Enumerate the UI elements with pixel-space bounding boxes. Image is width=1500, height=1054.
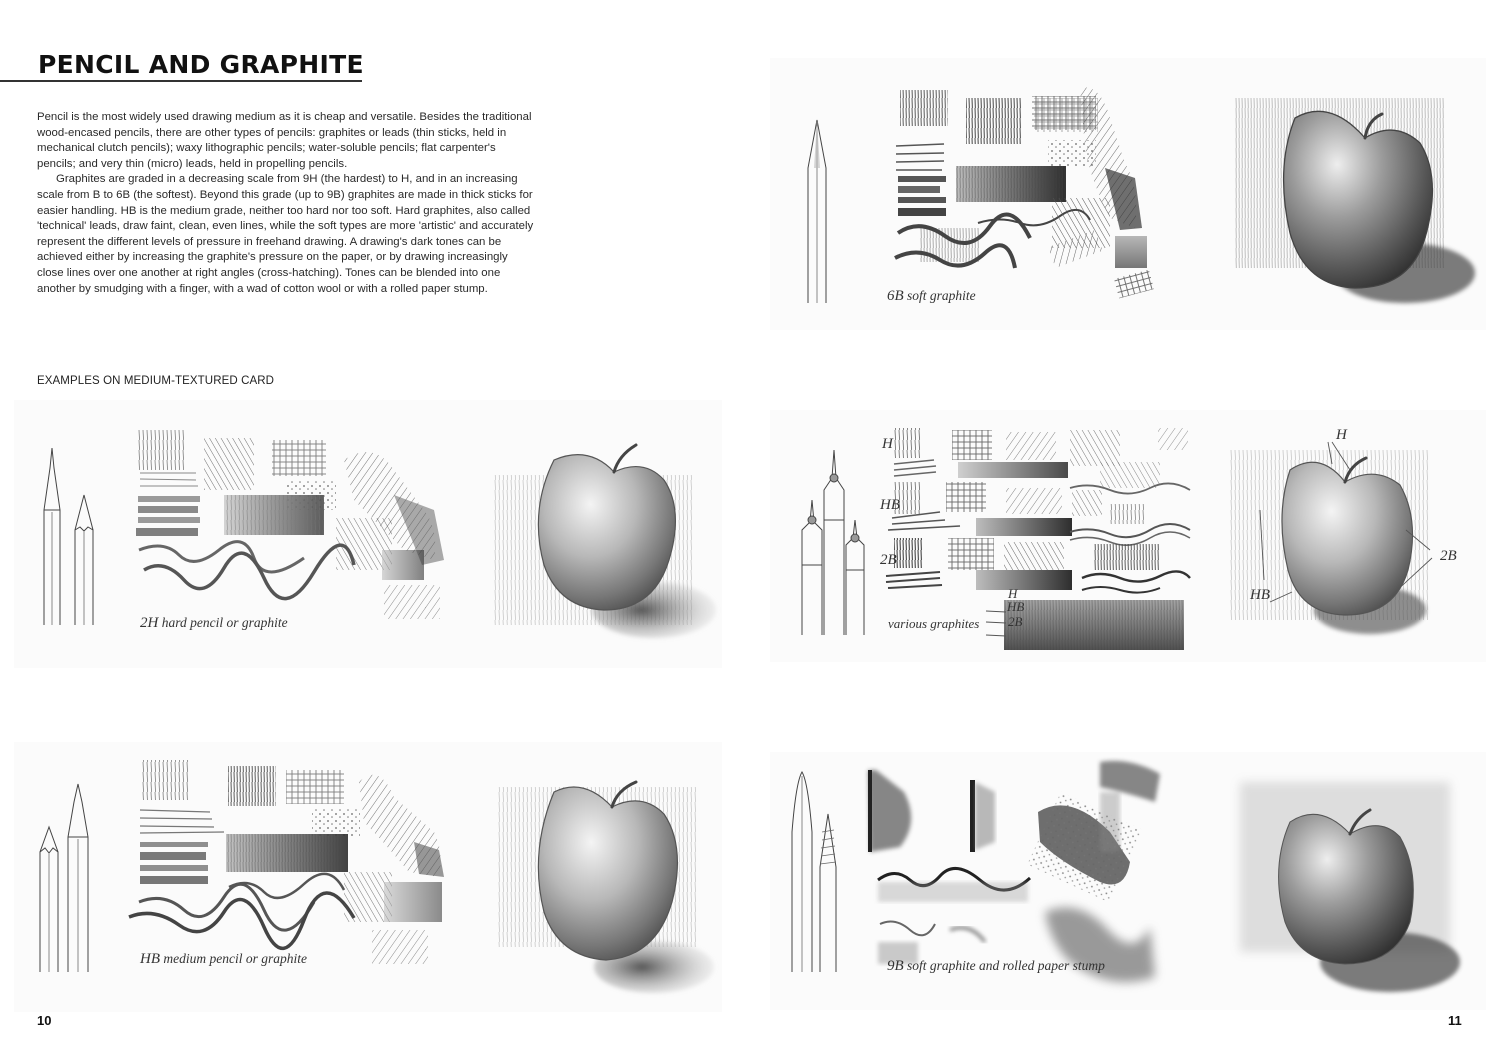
- pencil-icon: [792, 772, 836, 972]
- gradient-label-hb: HB: [1007, 599, 1025, 614]
- page-number-left: 10: [37, 1013, 52, 1028]
- title-underline: [0, 80, 362, 82]
- row-label-2b: 2B: [880, 552, 897, 568]
- apple-drawing: [492, 445, 716, 638]
- example-panel-2h: [14, 400, 722, 668]
- example-panel-6b: [770, 58, 1486, 330]
- caption-various: various graphites: [888, 616, 980, 631]
- intro-paragraph-1: Pencil is the most widely used drawing medium as it is cheap and versatile. Besides the traditional wood-encased pencils, there are other types of pencils: graphites or leads (thin sticks, held in mechanical clutch pencils); waxy lithographic pencils; water-soluble pencils; flat carpenter's pencils; and very thin (micro) leads, held in propelling pencils.: [37, 111, 532, 170]
- example-panel-9b: [770, 752, 1486, 1010]
- page-number-right: 11: [1448, 1013, 1462, 1028]
- caption-9b: 9B soft graphite and rolled paper stump: [887, 958, 1105, 974]
- gradient-label-h: H: [1008, 586, 1018, 601]
- row-label-hb: HB: [880, 497, 900, 513]
- apple-label-hb: HB: [1250, 587, 1270, 603]
- example-illustration-hb: [14, 742, 722, 1012]
- example-illustration-9b: [770, 752, 1486, 1010]
- pencil-icon: [802, 450, 864, 635]
- example-panel-various: [770, 410, 1486, 662]
- pencil-icon: [40, 784, 88, 972]
- example-illustration-6b: [770, 58, 1486, 330]
- page-title: PENCIL AND GRAPHITE: [38, 50, 364, 79]
- caption-2h: 2H hard pencil or graphite: [140, 615, 288, 631]
- example-panel-hb: [14, 742, 722, 1012]
- gradient-label-2b: 2B: [1008, 614, 1023, 629]
- caption-6b: 6B soft graphite: [887, 288, 976, 304]
- pencil-icon: [44, 448, 93, 625]
- pencil-icon: [808, 120, 826, 303]
- row-label-h: H: [882, 436, 893, 452]
- caption-hb: HB medium pencil or graphite: [140, 951, 307, 967]
- apple-drawing: [1235, 98, 1475, 303]
- intro-paragraph-2: Graphites are graded in a decreasing scale from 9H (the hardest) to H, and in an increasing scale from B to 6B (the softest). Beyond this grade (up to 9B) graphites are made in thick sticks for easier handling. HB is the medium grade, neither too hard nor too soft. Hard graphites, also called 'technical' leads, draw faint, clean, even lines, while the soft types are more 'artistic' and accurately represent the different levels of pressure in freehand drawing. A drawing's dark tones can be achieved either by increasing the graphite's pressure on the paper, or by drawing increasingly close lines over one another at right angles (cross-hatching). Tones can be blended into one another by smudging with a finger, with a wad of cotton wool or with a rolled paper stump.: [37, 173, 534, 295]
- right-page: [750, 0, 1500, 1054]
- apple-drawing: [1240, 782, 1460, 992]
- apple-drawing: [496, 782, 714, 993]
- apple-drawing: [1230, 442, 1432, 634]
- example-illustration-various: [770, 410, 1486, 662]
- apple-label-h: H: [1336, 427, 1347, 443]
- apple-label-2b: 2B: [1440, 548, 1457, 564]
- example-illustration-2h: [14, 400, 722, 668]
- intro-text: [37, 110, 537, 297]
- section-heading: EXAMPLES ON MEDIUM-TEXTURED CARD: [37, 375, 275, 387]
